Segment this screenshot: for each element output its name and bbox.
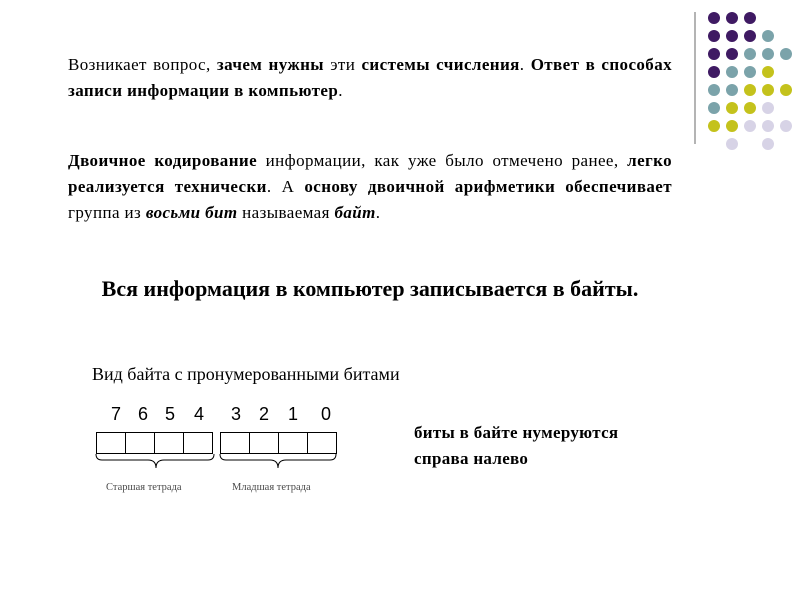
deco-dot — [780, 120, 792, 132]
deco-dot — [708, 12, 720, 24]
deco-dot — [726, 30, 738, 42]
deco-dot — [708, 120, 720, 132]
deco-dot — [708, 66, 720, 78]
deco-dot — [726, 48, 738, 60]
bit-cell — [220, 432, 250, 454]
text-segment: информации, как уже было отмечено ранее, — [257, 151, 628, 170]
numbering-note-line: справа налево — [414, 449, 529, 468]
deco-dot — [762, 30, 774, 42]
deco-dot — [744, 84, 756, 96]
bit-cell — [307, 432, 337, 454]
bit-number: 4 — [193, 404, 204, 424]
text-segment-bold: Двоичное кодирование — [68, 151, 258, 170]
deco-dot — [708, 48, 720, 60]
tetrad-braces — [90, 452, 350, 476]
bit-cell — [154, 432, 184, 454]
text-segment-bold-italic: восьми бит — [145, 203, 238, 222]
binary-coding-paragraph — [68, 148, 672, 226]
deco-dot — [780, 84, 792, 96]
intro-paragraph — [68, 52, 672, 104]
text-segment: . — [375, 203, 381, 222]
text-segment: называемая — [237, 203, 335, 222]
text-segment: . — [338, 81, 343, 100]
deco-dot — [762, 84, 774, 96]
main-statement: Вся информация в компьютер записывается в байты. — [101, 276, 639, 301]
deco-dot — [744, 102, 756, 114]
bit-number: 6 — [137, 404, 148, 424]
deco-dot — [726, 102, 738, 114]
deco-dot — [744, 120, 756, 132]
bit-number: 3 — [230, 404, 241, 424]
low-tetrad-label: Младшая тетрада — [232, 482, 311, 493]
deco-dot — [726, 120, 738, 132]
deco-dot — [726, 12, 738, 24]
text-segment: группа из — [68, 203, 146, 222]
byte-caption: Вид байта с пронумерованными битами — [92, 364, 400, 384]
deco-dot — [744, 30, 756, 42]
low-tetrad-brace — [220, 454, 336, 468]
text-segment: . А — [266, 177, 305, 196]
deco-dot — [744, 48, 756, 60]
bit-number: 1 — [287, 404, 298, 424]
high-tetrad-label: Старшая тетрада — [106, 482, 182, 493]
bit-cell — [125, 432, 155, 454]
deco-dot — [726, 138, 738, 150]
bit-number: 5 — [164, 404, 175, 424]
bit-number: 7 — [110, 404, 121, 424]
deco-dot — [708, 102, 720, 114]
deco-dot — [726, 66, 738, 78]
bit-number: 2 — [258, 404, 269, 424]
text-segment: Возникает вопрос, — [68, 55, 217, 74]
text-segment-bold: Ответ в способах записи информации в компьютер — [68, 55, 672, 100]
deco-dot — [762, 102, 774, 114]
deco-dot — [762, 120, 774, 132]
text-segment-bold: основу двоичной арифметики обеспечивает — [304, 177, 673, 196]
deco-dot — [708, 84, 720, 96]
text-segment-bold-italic: байт — [334, 203, 376, 222]
high-tetrad-brace — [96, 454, 214, 468]
deco-dot — [780, 48, 792, 60]
deco-dot — [762, 48, 774, 60]
text-segment-bold: системы счисления — [361, 55, 520, 74]
text-segment-bold: легко реализуется технически — [68, 151, 672, 196]
bit-cell — [278, 432, 308, 454]
deco-dot — [708, 30, 720, 42]
bit-cell — [96, 432, 126, 454]
bit-cell — [249, 432, 279, 454]
bit-number: 0 — [320, 404, 331, 424]
deco-dot — [726, 84, 738, 96]
numbering-note-line: биты в байте нумеруются — [414, 423, 619, 442]
deco-dot — [744, 12, 756, 24]
text-segment-bold: зачем нужны — [216, 55, 324, 74]
deco-dot — [762, 66, 774, 78]
numbering-note — [414, 420, 618, 472]
text-segment: . — [519, 55, 531, 74]
text-segment: эти — [323, 55, 362, 74]
deco-dot — [744, 66, 756, 78]
divider-line — [694, 12, 696, 144]
deco-dot — [762, 138, 774, 150]
bit-cell — [183, 432, 213, 454]
